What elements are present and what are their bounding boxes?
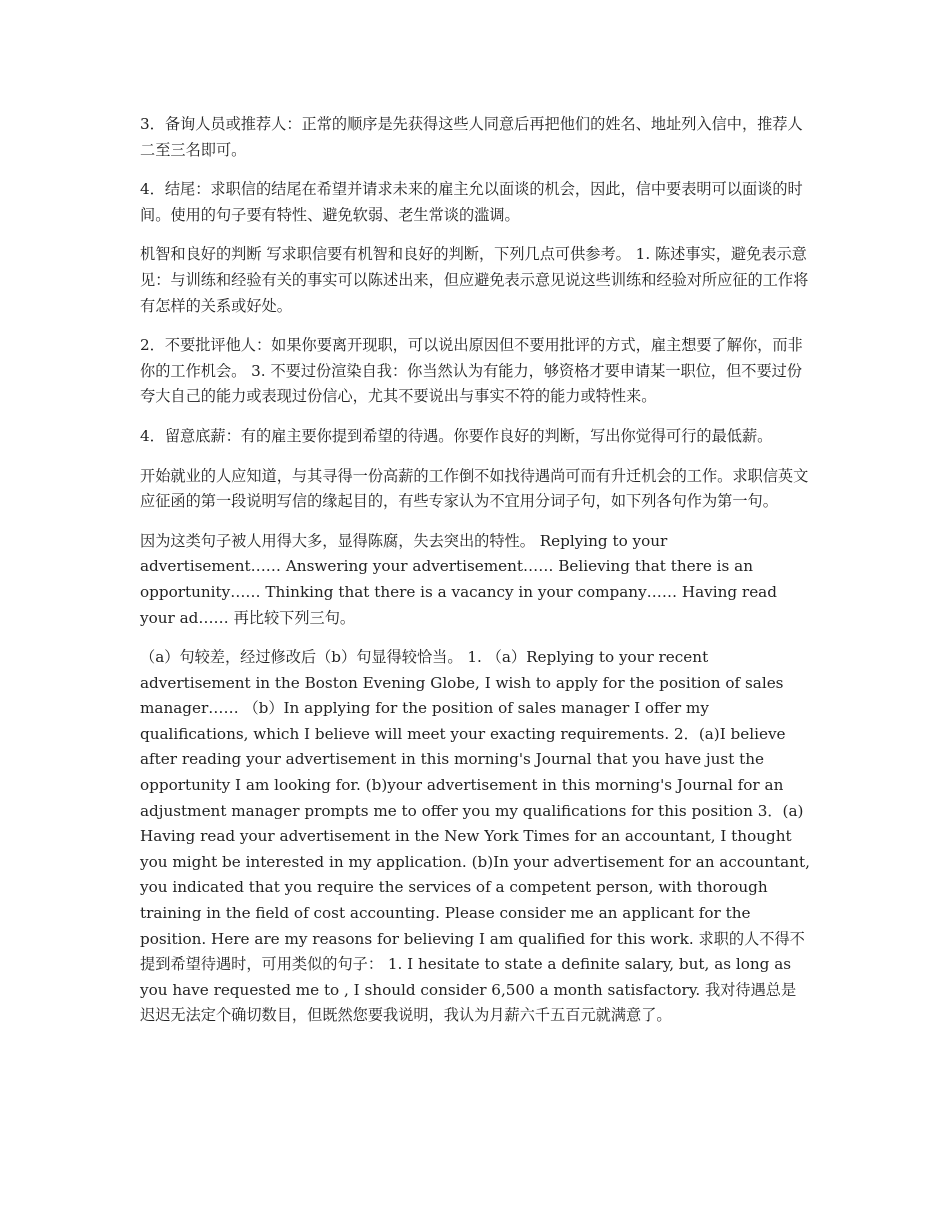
paragraph-closing: 4．结尾：求职信的结尾在希望并请求未来的雇主允以面谈的机会，因此，信中要表明可以面谈的时间。使用的句子要有特性、避免软弱、老生常谈的滥调。 bbox=[140, 180, 803, 224]
paragraph-comparison-examples: （a）句较差，经过修改后（b）句显得较恰当。 1. （a）Replying to your recent advertisement in the Boston Evening Globe, I wish to apply for the position of sales manager…… （b）In applying for the position of sales manager I offer my qualifications, which I believe will meet your exacting requirements. 2．(a)I believe after reading your advertisement in this morning's Journal that you have just the opportunity I am looking for. (b)your advertisement in this morning's Journal for an adjustment manager prompts me to offer you my qualifications for this position 3．(a) Having read your advertisement in the New York Times for an accountant, I thought you might be interested in my application. (b)In your advertisement for an accountant, you indicated that you require the services of a competent person, with thorough training in the field of cost accounting. Please consider me an applicant for the position. Here are my reasons for believing I am qualified for this work. 求职的人不得不提到希望待遇时，可用类似的句子： 1. I hesitate to state a definite salary, but, as long as you have requested me to , I should consider 6,500 a month satisfactory. 我对待遇总是迟迟无法定个确切数目，但既然您要我说明，我认为月薪六千五百元就满意了。 bbox=[140, 648, 810, 1025]
paragraph-participle-examples: 因为这类句子被人用得大多，显得陈腐，失去突出的特性。 Replying to your advertisement…… Answering your advertisement…… Believing that there is an opportunity…… Thinking that there is a vacancy in your company…… Having read your ad…… 再比较下列三句。 bbox=[140, 531, 777, 627]
paragraph-no-criticism: 2．不要批评他人：如果你要离开现职，可以说出原因但不要用批评的方式，雇主想要了解你，而非你的工作机会。 3. 不要过份渲染自我：你当然认为有能力，够资格才要申请某一职位，但不要过份夸大自己的能力或表现过份信心，尤其不要说出与事实不符的能力或特性来。 bbox=[140, 336, 803, 406]
paragraph-base-salary: 4．留意底薪：有的雇主要你提到希望的待遇。你要作良好的判断，写出你觉得可行的最低薪。 bbox=[140, 426, 773, 445]
document-page bbox=[140, 112, 810, 1043]
paragraph-first-paragraph-advice: 开始就业的人应知道，与其寻得一份高薪的工作倒不如找待遇尚可而有升迁机会的工作。求职信英文 应征函的第一段说明写信的缘起目的，有些专家认为不宜用分词子句，如下列各句作为第一句。 bbox=[140, 466, 809, 511]
paragraph-tact-judgment: 机智和良好的判断 写求职信要有机智和良好的判断，下列几点可供参考。 1. 陈述事实，避免表示意见：与训练和经验有关的事实可以陈述出来，但应避免表示意见说这些训练和经验对所应征的工作将有怎样的关系或好处。 bbox=[140, 245, 809, 315]
paragraph-references: 3．备询人员或推荐人：正常的顺序是先获得这些人同意后再把他们的姓名、地址列入信中，推荐人二至三名即可。 bbox=[140, 115, 803, 159]
